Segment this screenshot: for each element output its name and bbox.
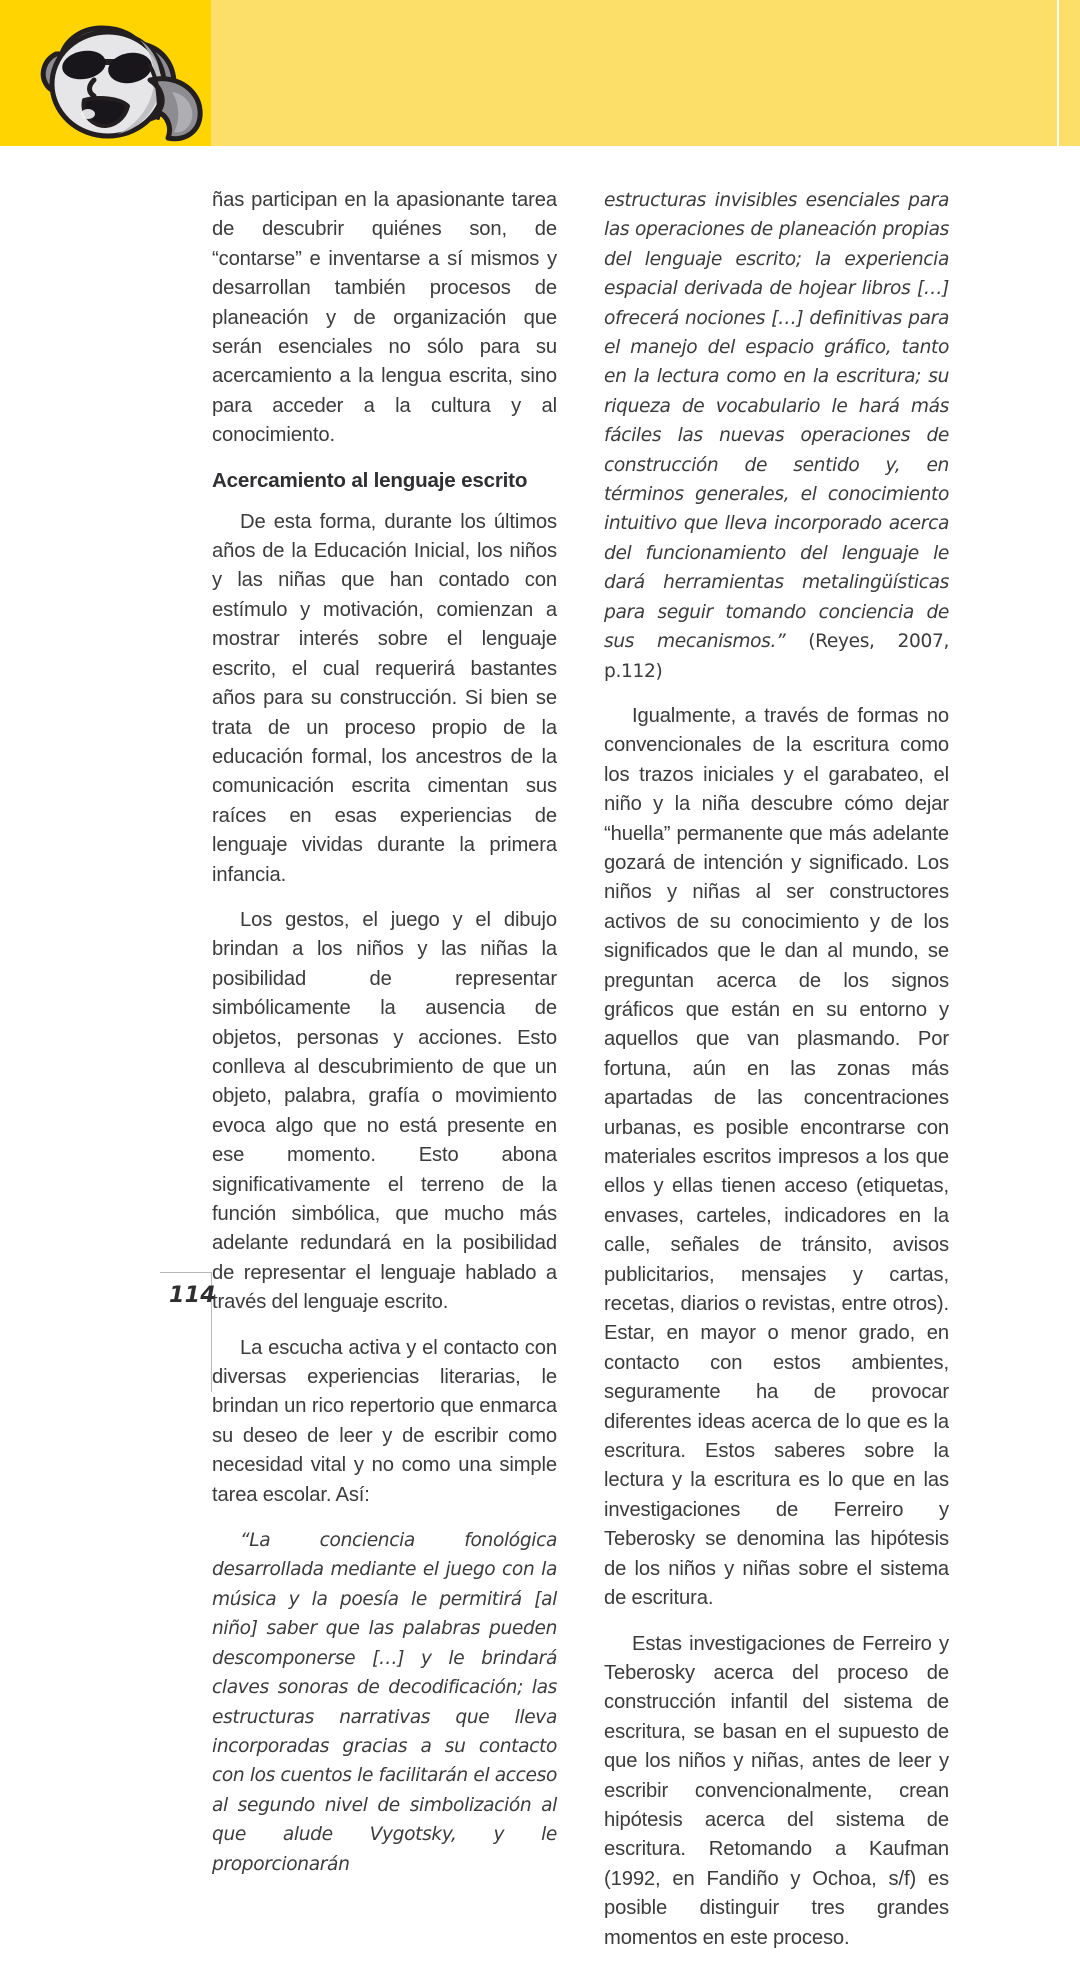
banner-right-edge (1059, 0, 1080, 146)
two-column-text-area (212, 186, 950, 1969)
right-text-column (604, 186, 949, 1969)
paragraph: Estas investigaciones de Ferreiro y Teberosky acerca del proceso de construcción infantil del sistema de escritura, se basan en el supuesto de que los niños y niñas, antes de leer y escribir convencionalmente, crean hipótesis acerca del sistema de escritura. Retomando a Kaufman (1992, en Fandiño y Ochoa, s/f) es posible distinguir tres grandes momentos en este proceso. (604, 1632, 949, 1949)
block-quote-paragraph-continued (604, 186, 949, 686)
paragraph: Igualmente, a través de formas no convencionales de la escritura como los trazos iniciales y el garabateo, el niño y la niña descubre cómo dejar “huella” permanente que más adelante gozará de intención y significado. Los niños y niñas al ser constructores activos de su conocimiento y de los significados que le dan al mundo, se preguntan acerca de los signos gráficos que están en su entorno y aquellos que van plasmando. Por fortuna, aún en las zonas más apartadas de las concentraciones urbanas, es posible encontrarse con materiales escritos impresos a los que ellos y ellas tienen acceso (etiquetas, envases, carteles, indicadores en la calle, señales de tránsito, avisos publicitarios, mensajes y cartas, recetas, diarios o revistas, entre otros). Estar, en mayor o menor grado, en contacto con estos ambientes, seguramente ha de provocar diferentes ideas acerca de lo que es la escritura. Estos saberes sobre la lectura y la escritura es lo que en las investigaciones de Ferreiro y Teberosky se denomina las hipótesis de los niños y niñas sobre el sistema de escritura. (604, 704, 949, 1610)
left-text-column (212, 186, 557, 1969)
page-number: 114 (169, 1283, 216, 1308)
paragraph: De esta forma, durante los últimos años de la Educación Inicial, los niños y las niñas que han contado con estímulo y motivación, comienzan a mostrar interés sobre el lenguaje escrito, el cual requerirá bastantes años para su construcción. Si bien se trata de un proceso propio de la educación formal, los ancestros de la comunicación escrita cimentan sus raíces en esas experiencias de lenguaje vividas durante la primera infancia. (212, 510, 557, 886)
quote-source-citation: (Reyes, 2007, p.112) (604, 631, 950, 682)
paragraph: La escucha activa y el contacto con diversas experiencias literarias, le brindan un rico repertorio que enmarca su deseo de leer y de escribir como necesidad vital y no como una simple tarea escolar. Así: (212, 1336, 557, 1506)
mascot-face-with-sunglasses-icon (22, 18, 212, 146)
page-number-corner-rule (160, 1272, 216, 1392)
section-heading: Acercamiento al lenguaje escrito (212, 468, 528, 492)
block-quote-paragraph: “La conciencia fonológica desarrollada mediante el juego con la música y la poesía le permitirá [al niño] saber que las palabras pueden descomponerse […] y le brindará claves sonoras de decodificación; las estructuras narrativas que lleva incorporadas gracias a su contacto con los cuentos le facilitarán el acceso al segundo nivel de simbolización al que alude Vygotsky, y le proporcionarán (212, 1530, 557, 1875)
corner-horizontal-rule (160, 1272, 212, 1273)
paragraph: ñas participan en la apasionante tarea de descubrir quiénes son, de “contarse” e inventarse a sí mismos y desarrollan también procesos de planeación y de organización que serán esenciales no sólo para su acercamiento a la lengua escrita, sino para acceder a la cultura y al conocimiento. (212, 189, 557, 447)
paragraph: Los gestos, el juego y el dibujo brindan a los niños y las niñas la posibilidad de representar simbólicamente la ausencia de objetos, personas y acciones. Esto conlleva al descubrimiento de que un objeto, palabra, grafía o movimiento evoca algo que no está presente en ese momento. Esto abona significativamente el terreno de la función simbólica, que mucho más adelante redundará en la posibilidad de representar el lenguaje hablado a través del lenguaje escrito. (212, 908, 557, 1314)
quote-text: estructuras invisibles esenciales para las operaciones de planeación propias del lenguaje escrito; la experiencia espacial derivada de hojear libros […] ofrecerá nociones […] definitivas para el manejo del espacio gráfico, tanto en la lectura como en la escritura; su riqueza de vocabulario le hará más fáciles las nuevas operaciones de construcción de sentido y, en términos generales, el conocimiento intuitivo que lleva incorporado acerca del funcionamiento del lenguaje le dará herramientas metalingüísticas para seguir tomando conciencia de sus mecanismos.” (604, 190, 949, 653)
header-banner (0, 0, 1080, 146)
